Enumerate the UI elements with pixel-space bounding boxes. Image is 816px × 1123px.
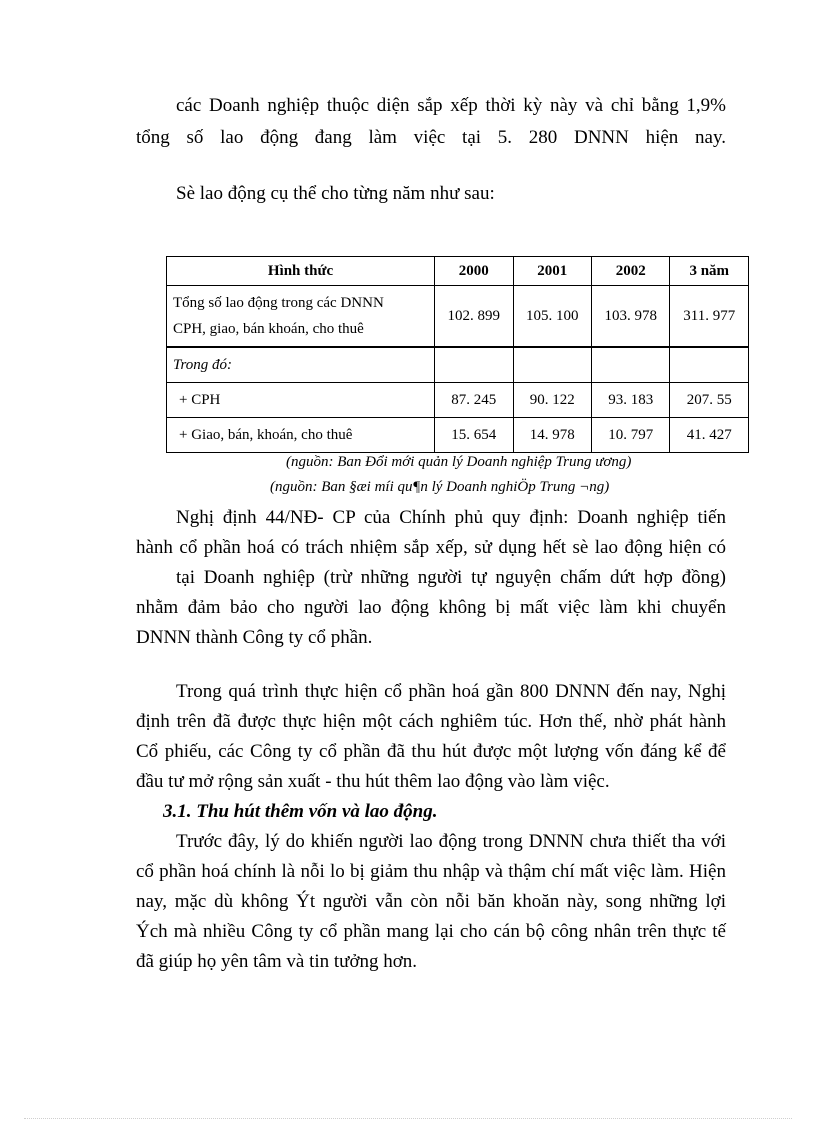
table-cell xyxy=(670,347,749,383)
table-header-cell: 2000 xyxy=(435,257,513,286)
paragraph-line: Ých mà nhiều Công ty cổ phần mang lại cho cán bộ công nhân trên thực tế xyxy=(136,921,726,942)
table-header-cell: 3 năm xyxy=(670,257,749,286)
table-cell: 14. 978 xyxy=(513,418,591,453)
table-row-label: Trong đó: xyxy=(167,347,435,383)
paragraph-line: nay, mặc dù không Ýt người vẫn còn nỗi băn khoăn này, song những lợi xyxy=(136,891,726,912)
table-row xyxy=(167,286,749,348)
table-source-note: (nguồn: Ban Đổi mới quản lý Doanh nghiệp Trung ương) xyxy=(286,454,632,470)
table-cell: 41. 427 xyxy=(670,418,749,453)
table-cell: 15. 654 xyxy=(435,418,513,453)
table-source-note: (nguồn: Ban §æi míi qu¶n lý Doanh nghiÖp Trung ¬ng) xyxy=(270,479,610,495)
table-cell: 103. 978 xyxy=(592,286,670,348)
table-header-row xyxy=(167,257,749,286)
table-header-cell: Hình thức xyxy=(167,257,435,286)
label-line: Tổng số lao động trong các DNNN xyxy=(173,295,384,311)
table-cell: 105. 100 xyxy=(513,286,591,348)
paragraph-line: đã giúp họ yên tâm và tin tưởng hơn. xyxy=(136,951,418,972)
table-cell: 90. 122 xyxy=(513,383,591,418)
paragraph-line: Sè lao động cụ thể cho từng năm như sau: xyxy=(176,183,495,204)
paragraph-line: định trên đã được thực hiện một cách nghiêm túc. Hơn thế, nhờ phát hành xyxy=(136,711,726,732)
table-cell xyxy=(513,347,591,383)
paragraph-line: Nghị định 44/NĐ- CP của Chính phủ quy định: Doanh nghiệp tiến xyxy=(176,507,726,528)
table-row xyxy=(167,347,749,383)
section-heading: 3.1. Thu hút thêm vốn và lao động. xyxy=(163,801,438,822)
table-cell: 102. 899 xyxy=(435,286,513,348)
table-header-cell: 2002 xyxy=(592,257,670,286)
table-row-label xyxy=(167,286,435,348)
table-cell xyxy=(435,347,513,383)
paragraph-line: nhằm đảm bảo cho người lao động không bị mất việc làm khi chuyển xyxy=(136,597,726,618)
table-row-label: + Giao, bán, khoán, cho thuê xyxy=(167,418,435,453)
paragraph-line: Cổ phiếu, các Công ty cổ phần đã thu hút được một lượng vốn đáng kể để xyxy=(136,741,726,762)
paragraph-line: DNNN thành Công ty cổ phần. xyxy=(136,627,373,648)
page-bottom-divider xyxy=(24,1118,792,1119)
table-header-cell: 2001 xyxy=(513,257,591,286)
table-row-label: + CPH xyxy=(167,383,435,418)
table-cell: 10. 797 xyxy=(592,418,670,453)
paragraph-line: tại Doanh nghiệp (trừ những người tự nguyện chấm dứt hợp đồng) xyxy=(176,567,726,588)
label-line: CPH, giao, bán khoán, cho thuê xyxy=(173,321,364,337)
paragraph-line: tổng số lao động đang làm việc tại 5. 280 DNNN hiện nay. xyxy=(136,127,726,148)
paragraph-line: đầu tư mở rộng sản xuất - thu hút thêm lao động vào làm việc. xyxy=(136,771,610,792)
table-cell: 311. 977 xyxy=(670,286,749,348)
paragraph-line: các Doanh nghiệp thuộc diện sắp xếp thời kỳ này và chỉ bằng 1,9% xyxy=(176,95,726,116)
table-row xyxy=(167,383,749,418)
paragraph-line: Trong quá trình thực hiện cổ phần hoá gần 800 DNNN đến nay, Nghị xyxy=(176,681,726,702)
paragraph-line: hành cổ phần hoá có trách nhiệm sắp xếp, sử dụng hết sè lao động hiện có xyxy=(136,537,726,558)
table-cell: 87. 245 xyxy=(435,383,513,418)
labor-statistics-table xyxy=(166,256,749,453)
table-cell: 207. 55 xyxy=(670,383,749,418)
paragraph-line: cổ phần hoá chính là nỗi lo bị giảm thu nhập và thậm chí mất việc làm. Hiện xyxy=(136,861,726,882)
paragraph-line: Trước đây, lý do khiến người lao động trong DNNN chưa thiết tha với xyxy=(176,831,726,852)
table-row xyxy=(167,418,749,453)
table-cell: 93. 183 xyxy=(592,383,670,418)
table-cell xyxy=(592,347,670,383)
